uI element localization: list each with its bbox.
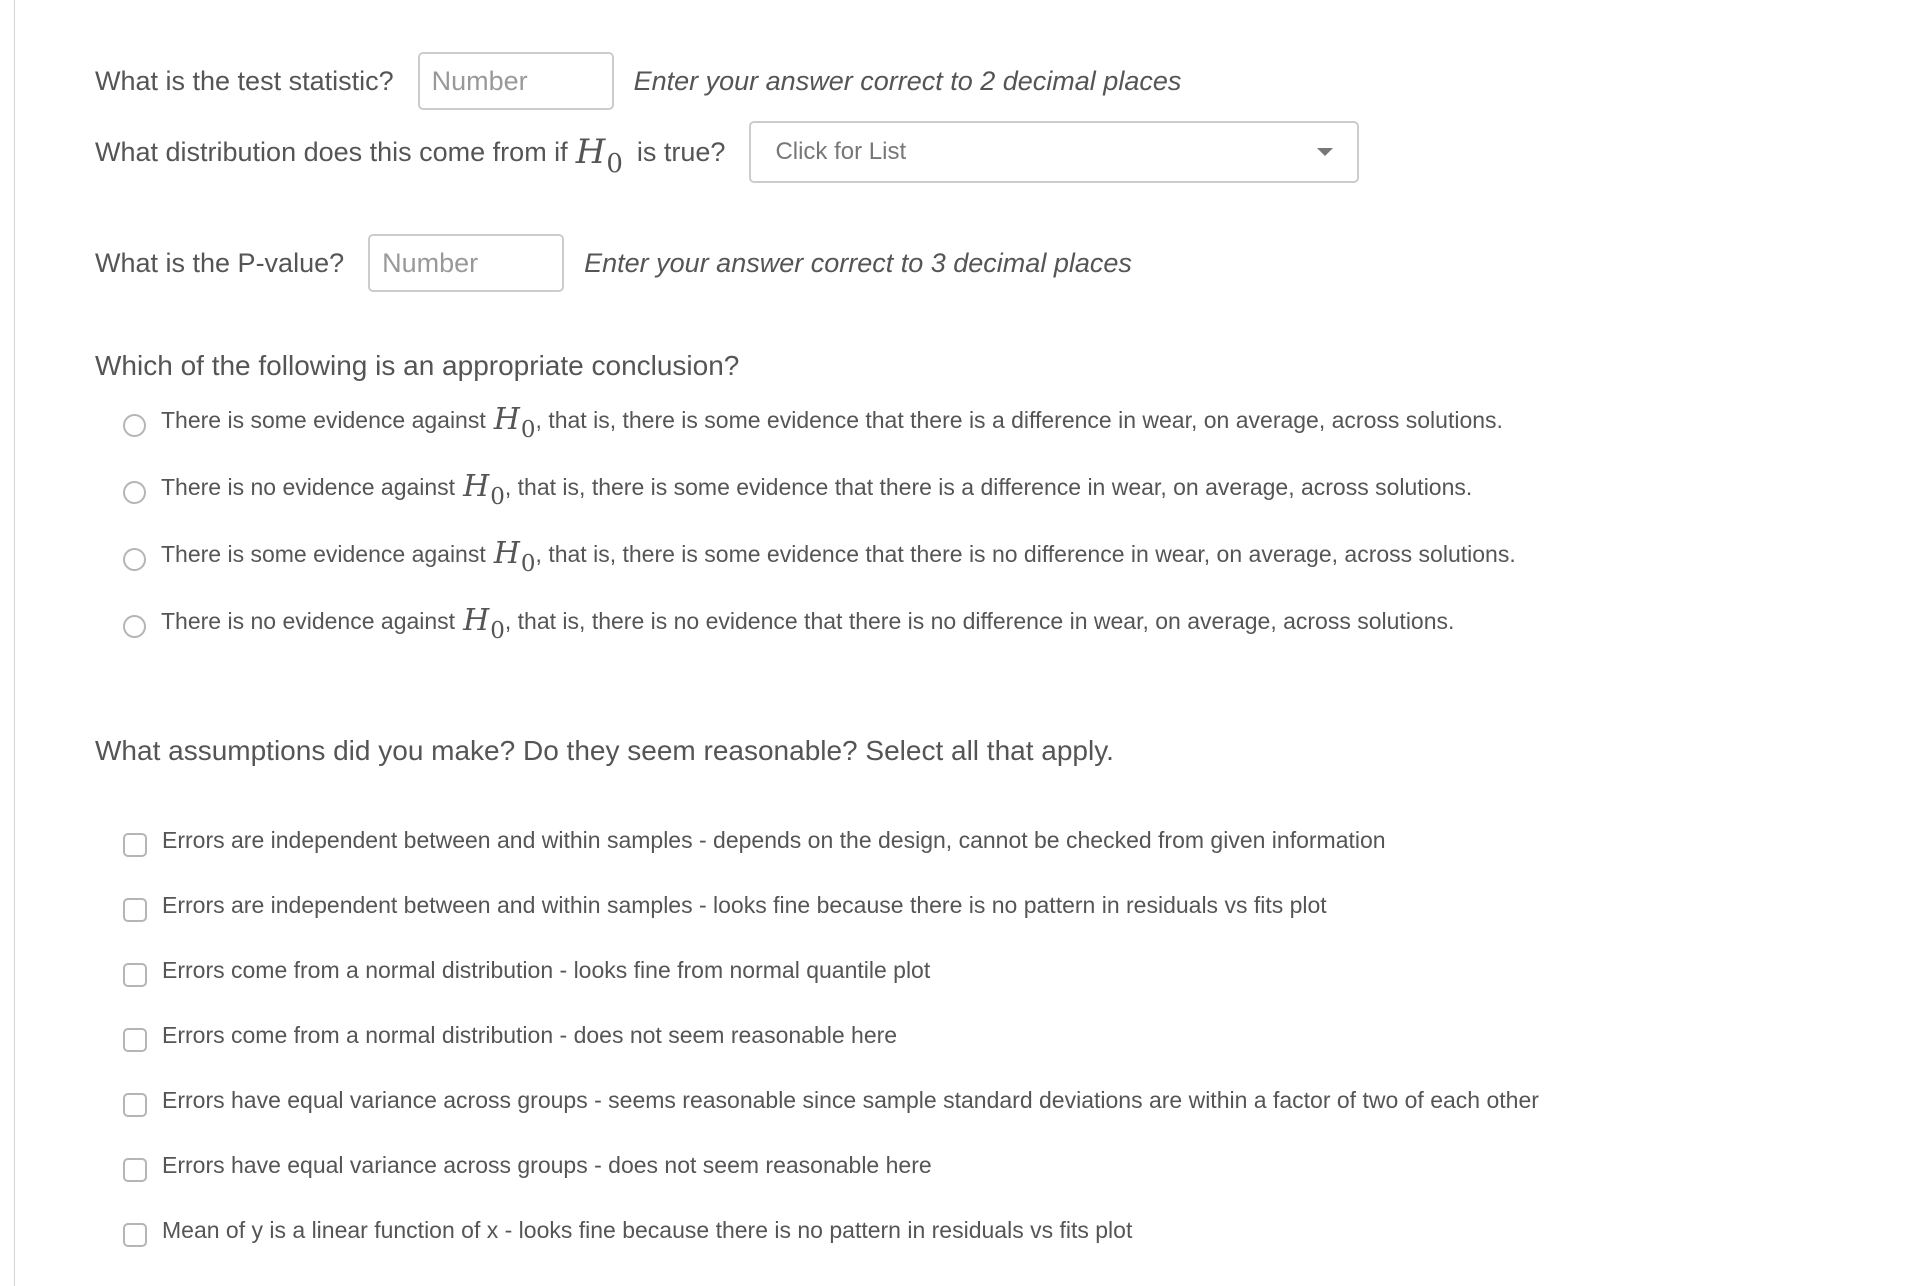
null-hypothesis-symbol: H0 [463, 603, 505, 644]
assumption-option[interactable] [123, 892, 1327, 919]
distribution-row [95, 121, 1359, 183]
conclusion-option[interactable] [123, 536, 1516, 577]
conclusion-option[interactable] [123, 603, 1455, 644]
conclusion-option-text-before: There is some evidence against [161, 406, 486, 433]
null-hypothesis-symbol: H0 [493, 536, 536, 577]
conclusion-option-text-after: , that is, there is some evidence that there is a difference in wear, on average, across solutions. [535, 406, 1503, 433]
checkbox[interactable] [123, 1158, 147, 1182]
checkbox[interactable] [123, 898, 147, 922]
distribution-label-prefix: What distribution does this come from if [95, 136, 568, 167]
conclusion-option-text-before: There is no evidence against [161, 473, 456, 500]
chevron-down-icon [1317, 148, 1333, 156]
assumption-option-label: Errors have equal variance across groups - seems reasonable since sample standard deviations are within a factor of two of each other [162, 1087, 1539, 1113]
checkbox[interactable] [123, 963, 147, 987]
radio-button[interactable] [123, 414, 146, 437]
distribution-select-value: Click for List [775, 138, 907, 165]
assumption-option[interactable] [123, 1022, 897, 1049]
assumption-option[interactable] [123, 1152, 932, 1179]
distribution-select[interactable] [749, 121, 1359, 183]
radio-button[interactable] [123, 481, 146, 504]
test-statistic-row [95, 52, 1181, 110]
assumption-option-label: Errors come from a normal distribution - does not seem reasonable here [162, 1022, 898, 1048]
test-statistic-label: What is the test statistic? [95, 65, 394, 96]
left-border [14, 0, 15, 1286]
checkbox[interactable] [123, 1223, 147, 1247]
assumption-option-label: Errors have equal variance across groups - does not seem reasonable here [162, 1152, 932, 1178]
checkbox[interactable] [123, 1093, 147, 1117]
radio-button[interactable] [123, 548, 146, 571]
assumption-option-label: Errors are independent between and within samples - looks fine because there is no pattern in residuals vs fits plot [162, 892, 1327, 918]
checkbox[interactable] [123, 1028, 147, 1052]
conclusion-option-text-before: There is some evidence against [161, 540, 486, 567]
p-value-hint: Enter your answer correct to 3 decimal places [584, 247, 1132, 278]
conclusion-option-text-after: , that is, there is some evidence that there is no difference in wear, on average, across solutions. [535, 540, 1516, 567]
p-value-input[interactable] [368, 234, 564, 292]
conclusion-option[interactable] [123, 469, 1473, 510]
conclusion-title: Which of the following is an appropriate conclusion? [95, 350, 740, 381]
conclusion-option-text-after: , that is, there is no evidence that there is no difference in wear, on average, across solutions. [504, 607, 1455, 634]
null-hypothesis-symbol: H0 [463, 469, 505, 510]
null-hypothesis-symbol: H0 [575, 131, 623, 179]
assumption-option[interactable] [123, 827, 1386, 854]
p-value-label: What is the P-value? [95, 247, 345, 278]
conclusion-option-text-after: , that is, there is some evidence that there is a difference in wear, on average, across solutions. [504, 473, 1473, 500]
assumption-option-label: Mean of y is a linear function of x - looks fine because there is no pattern in residuals vs fits plot [162, 1217, 1133, 1243]
assumption-option-label: Errors come from a normal distribution - looks fine from normal quantile plot [162, 957, 931, 983]
p-value-row [95, 234, 1132, 292]
assumptions-title: What assumptions did you make? Do they seem reasonable? Select all that apply. [95, 735, 1114, 766]
assumption-option-label: Errors are independent between and within samples - depends on the design, cannot be checked from given information [162, 827, 1386, 853]
test-statistic-input[interactable] [418, 52, 614, 110]
test-statistic-hint: Enter your answer correct to 2 decimal places [633, 65, 1182, 96]
null-hypothesis-symbol: H0 [493, 402, 536, 443]
radio-button[interactable] [123, 615, 146, 638]
conclusion-option-text-before: There is no evidence against [161, 607, 456, 634]
checkbox[interactable] [123, 833, 147, 857]
distribution-label-suffix: is true? [636, 136, 726, 167]
assumption-option[interactable] [123, 1217, 1132, 1244]
assumption-option[interactable] [123, 957, 930, 984]
assumption-option[interactable] [123, 1087, 1539, 1114]
conclusion-option[interactable] [123, 402, 1503, 443]
